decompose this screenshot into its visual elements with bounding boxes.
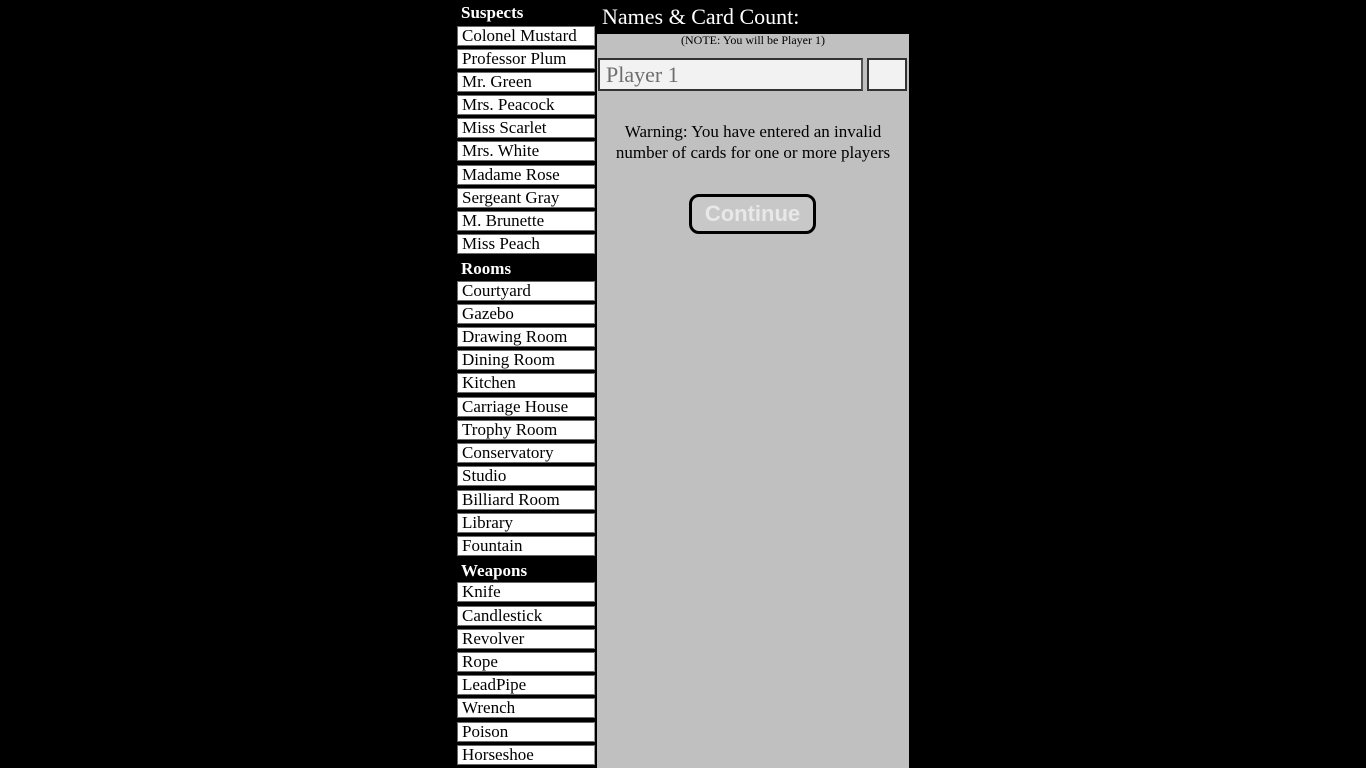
- room-item-billiard-room[interactable]: Billiard Room: [457, 490, 595, 510]
- player-name-input[interactable]: [598, 58, 863, 91]
- room-item-fountain[interactable]: Fountain: [457, 536, 595, 556]
- rooms-header: Rooms: [456, 257, 595, 280]
- suspect-item-madame-rose[interactable]: Madame Rose: [457, 165, 595, 185]
- suspects-header: Suspects: [456, 1, 595, 24]
- invalid-card-count-warning: Warning: You have entered an invalid number of cards for one or more players: [615, 122, 891, 162]
- weapon-item-wrench[interactable]: Wrench: [457, 698, 595, 718]
- suspect-item-mr-green[interactable]: Mr. Green: [457, 72, 595, 92]
- weapon-item-poison[interactable]: Poison: [457, 722, 595, 742]
- room-item-carriage-house[interactable]: Carriage House: [457, 397, 595, 417]
- weapon-item-leadpipe[interactable]: LeadPipe: [457, 675, 595, 695]
- weapon-item-knife[interactable]: Knife: [457, 582, 595, 602]
- player-setup-panel: [597, 0, 909, 768]
- panel-title: Names & Card Count:: [597, 0, 909, 34]
- suspect-item-mrs-white[interactable]: Mrs. White: [457, 141, 595, 161]
- room-item-trophy-room[interactable]: Trophy Room: [457, 420, 595, 440]
- room-item-dining-room[interactable]: Dining Room: [457, 350, 595, 370]
- weapons-header: Weapons: [456, 559, 595, 582]
- player-note: (NOTE: You will be Player 1): [681, 33, 825, 47]
- suspect-item-miss-peach[interactable]: Miss Peach: [457, 234, 595, 254]
- room-item-conservatory[interactable]: Conservatory: [457, 443, 595, 463]
- continue-button[interactable]: Continue: [689, 194, 816, 234]
- room-item-studio[interactable]: Studio: [457, 466, 595, 486]
- weapon-item-revolver[interactable]: Revolver: [457, 629, 595, 649]
- room-item-gazebo[interactable]: Gazebo: [457, 304, 595, 324]
- room-item-drawing-room[interactable]: Drawing Room: [457, 327, 595, 347]
- suspect-item-miss-scarlet[interactable]: Miss Scarlet: [457, 118, 595, 138]
- suspect-item-mrs-peacock[interactable]: Mrs. Peacock: [457, 95, 595, 115]
- suspect-item-m-brunette[interactable]: M. Brunette: [457, 211, 595, 231]
- card-list: [456, 0, 596, 768]
- room-item-library[interactable]: Library: [457, 513, 595, 533]
- weapon-item-rope[interactable]: Rope: [457, 652, 595, 672]
- suspect-item-colonel-mustard[interactable]: Colonel Mustard: [457, 26, 595, 46]
- weapon-item-candlestick[interactable]: Candlestick: [457, 606, 595, 626]
- suspect-item-sergeant-gray[interactable]: Sergeant Gray: [457, 188, 595, 208]
- weapon-item-horseshoe[interactable]: Horseshoe: [457, 745, 595, 765]
- suspect-item-professor-plum[interactable]: Professor Plum: [457, 49, 595, 69]
- card-count-input[interactable]: [867, 58, 907, 91]
- room-item-courtyard[interactable]: Courtyard: [457, 281, 595, 301]
- room-item-kitchen[interactable]: Kitchen: [457, 373, 595, 393]
